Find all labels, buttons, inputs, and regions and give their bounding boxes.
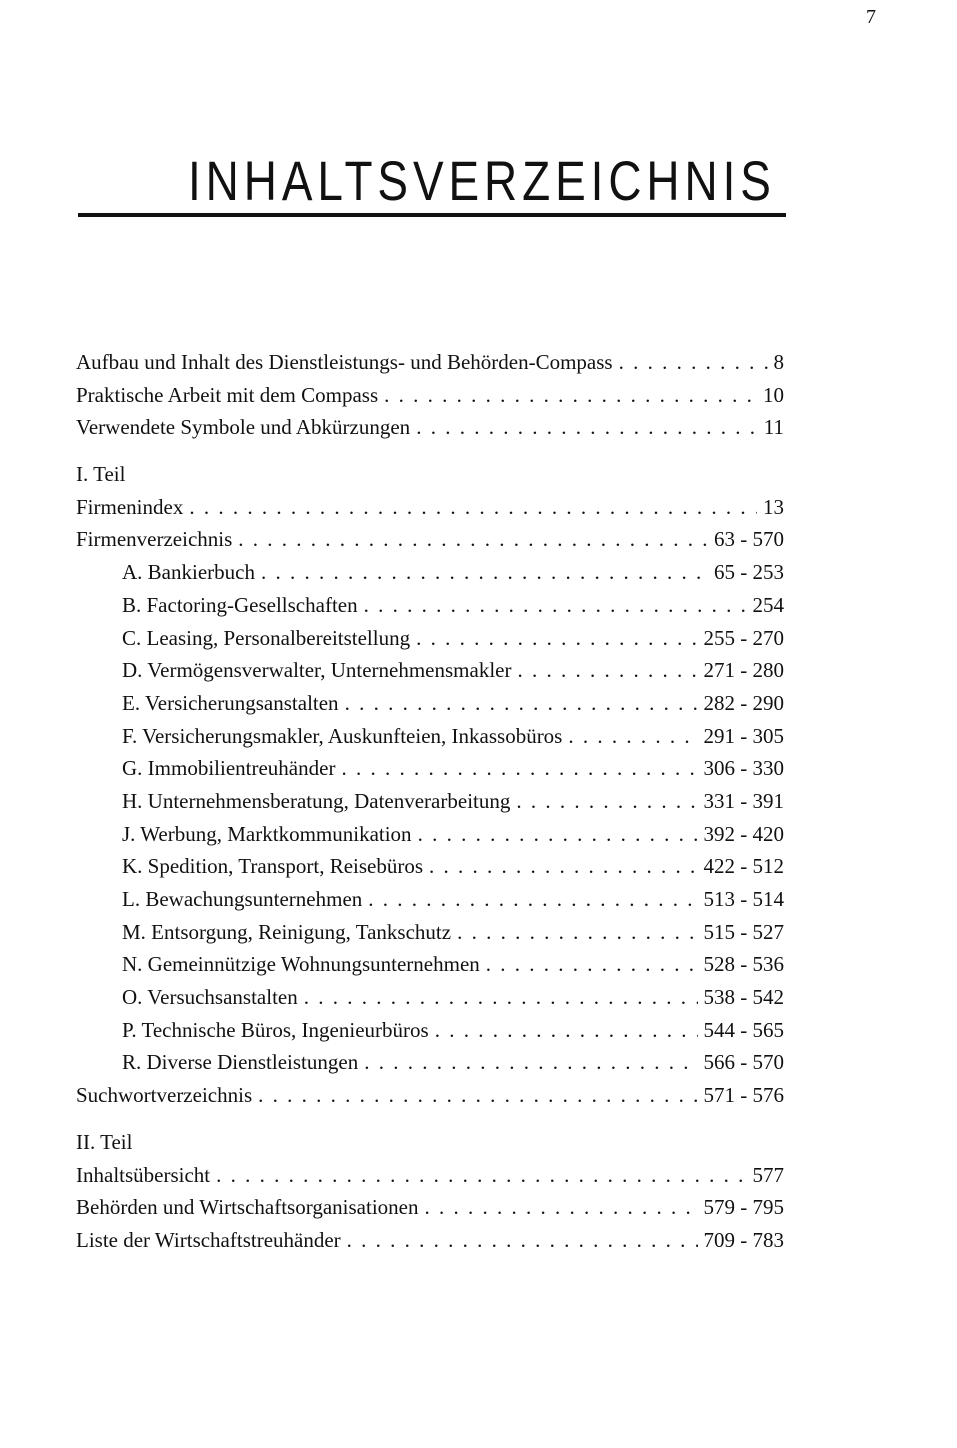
dot-leader [216,1159,746,1192]
toc-entry-label: Inhaltsübersicht [76,1162,211,1187]
toc-entry-label: A. Bankierbuch [122,560,255,585]
dot-leader [429,850,697,883]
toc-entry-label: O. Versuchsanstalten [122,985,298,1010]
toc-section-entry [76,785,784,818]
toc-entry-label: H. Unternehmensberatung, Datenverarbeitung [122,788,511,813]
dot-leader [364,1046,697,1079]
dot-leader [364,589,747,622]
toc-entry-label: C. Leasing, Personalbereitstellung [122,625,411,650]
toc-entry-pages: 579 - 795 [703,1195,784,1220]
dot-leader [457,916,697,949]
dot-leader [384,379,757,412]
toc-entry-pages: 254 [752,592,784,617]
toc-entry-pages: 566 - 570 [703,1050,784,1075]
toc-entry-label: L. Bewachungsunternehmen [122,887,363,911]
toc-entry-pages: 577 [752,1162,784,1187]
toc-section-entry [76,622,784,655]
toc-entry-pages: 528 - 536 [703,952,784,977]
toc-entry-label: N. Gemeinnützige Wohnungsunternehmen [122,952,480,977]
toc-section-entry [76,556,784,589]
toc-entry-pages: 65 - 253 [714,560,784,585]
toc-entry [76,1079,784,1112]
section-list [76,556,784,1079]
toc-entry-pages: 10 [763,382,784,407]
toc-entry-label: D. Vermögensverwalter, Unternehmensmakler [122,658,512,683]
dot-leader [486,948,698,981]
toc-entry-pages: 544 - 565 [703,1017,784,1042]
toc-section-entry [76,850,784,883]
dot-leader [424,1191,697,1224]
toc-entry-label: Verwendete Symbole und Abkürzungen [76,415,411,440]
toc-entry-pages: 392 - 420 [703,821,784,846]
dot-leader [416,411,758,444]
toc-entry-pages: 8 [773,350,784,374]
toc-entry-label: Behörden und Wirtschaftsorganisationen [76,1195,419,1220]
toc-entry-pages: 63 - 570 [714,527,784,552]
toc-entry-label: E. Versicherungsanstalten [122,690,339,715]
toc-entry-label: K. Spedition, Transport, Reisebüros [122,854,424,879]
toc-entry-pages: 538 - 542 [703,985,784,1010]
dot-leader [238,523,708,556]
toc-entry-label: Aufbau und Inhalt des Dienstleistungs- und Behörden-Compass [76,350,613,374]
page-number: 7 [866,6,876,28]
dot-leader [517,654,697,687]
dot-leader [261,556,708,589]
dot-leader [418,818,698,851]
toc-entry-pages: 513 - 514 [703,887,784,911]
title-underline [78,213,786,217]
toc-entry [76,379,784,412]
toc-entry-pages: 11 [763,415,784,440]
toc-entry-pages: 271 - 280 [703,658,784,683]
toc-entry-label: B. Factoring-Gesellschaften [122,592,358,617]
toc-entry-label: J. Werbung, Marktkommunikation [122,821,412,846]
toc-entry [76,411,784,444]
toc-entry-label: R. Diverse Dienstleistungen [122,1050,359,1075]
toc-entry [76,346,784,379]
toc-entry-label: Firmenindex [76,494,184,519]
dot-leader [516,785,697,818]
toc-entry [76,1191,784,1224]
toc-entry-pages: 291 - 305 [703,723,784,748]
toc-entry [76,1159,784,1192]
part-heading: I. Teil [76,462,126,487]
dot-leader [347,1224,698,1257]
dot-leader [304,981,698,1014]
toc-section-entry [76,654,784,687]
toc-section-entry [76,981,784,1014]
toc-entry-label: P. Technische Büros, Ingenieurbüros [122,1017,429,1042]
part-heading: II. Teil [76,1129,133,1154]
dot-leader [189,491,757,524]
toc-entry [76,1224,784,1257]
dot-leader [416,622,697,655]
dot-leader [345,687,698,720]
toc-entry-pages: 13 [763,494,784,519]
toc-entry-label: F. Versicherungsmakler, Auskunfteien, Inkassobüros [122,723,563,748]
dot-leader [568,720,697,753]
toc-section-entry [76,916,784,949]
table-of-contents [76,346,784,1257]
toc-entry-label: Firmenverzeichnis [76,527,233,552]
toc-section-entry [76,589,784,622]
toc-entry-pages: 282 - 290 [703,690,784,715]
page-title: INHALTSVERZEICHNIS [188,149,776,212]
toc-entry-pages: 709 - 783 [703,1227,784,1252]
toc-entry-pages: 331 - 391 [703,788,784,813]
toc-section-entry [76,720,784,753]
dot-leader [619,346,768,379]
toc-section-entry [76,818,784,851]
toc-entry-label: Suchwortverzeichnis [76,1083,253,1108]
toc-entry-label: Praktische Arbeit mit dem Compass [76,382,379,407]
toc-entry [76,491,784,524]
toc-entry [76,523,784,556]
dot-leader [435,1014,698,1047]
toc-entry-pages: 515 - 527 [703,919,784,944]
toc-entry-label: Liste der Wirtschaftstreuhänder [76,1227,341,1252]
dot-leader [258,1079,697,1112]
toc-entry-pages: 571 - 576 [703,1083,784,1108]
toc-section-entry [76,948,784,981]
toc-section-entry [76,883,784,916]
toc-section-entry [76,1014,784,1047]
dot-leader [341,752,697,785]
toc-section-entry [76,752,784,785]
toc-section-entry [76,1046,784,1079]
dot-leader [368,883,697,916]
toc-entry-pages: 422 - 512 [703,854,784,879]
toc-section-entry [76,687,784,720]
toc-entry-pages: 306 - 330 [703,756,784,781]
toc-entry-pages: 255 - 270 [703,625,784,650]
toc-entry-label: G. Immobilientreuhänder [122,756,336,781]
toc-entry-label: M. Entsorgung, Reinigung, Tankschutz [122,919,452,944]
